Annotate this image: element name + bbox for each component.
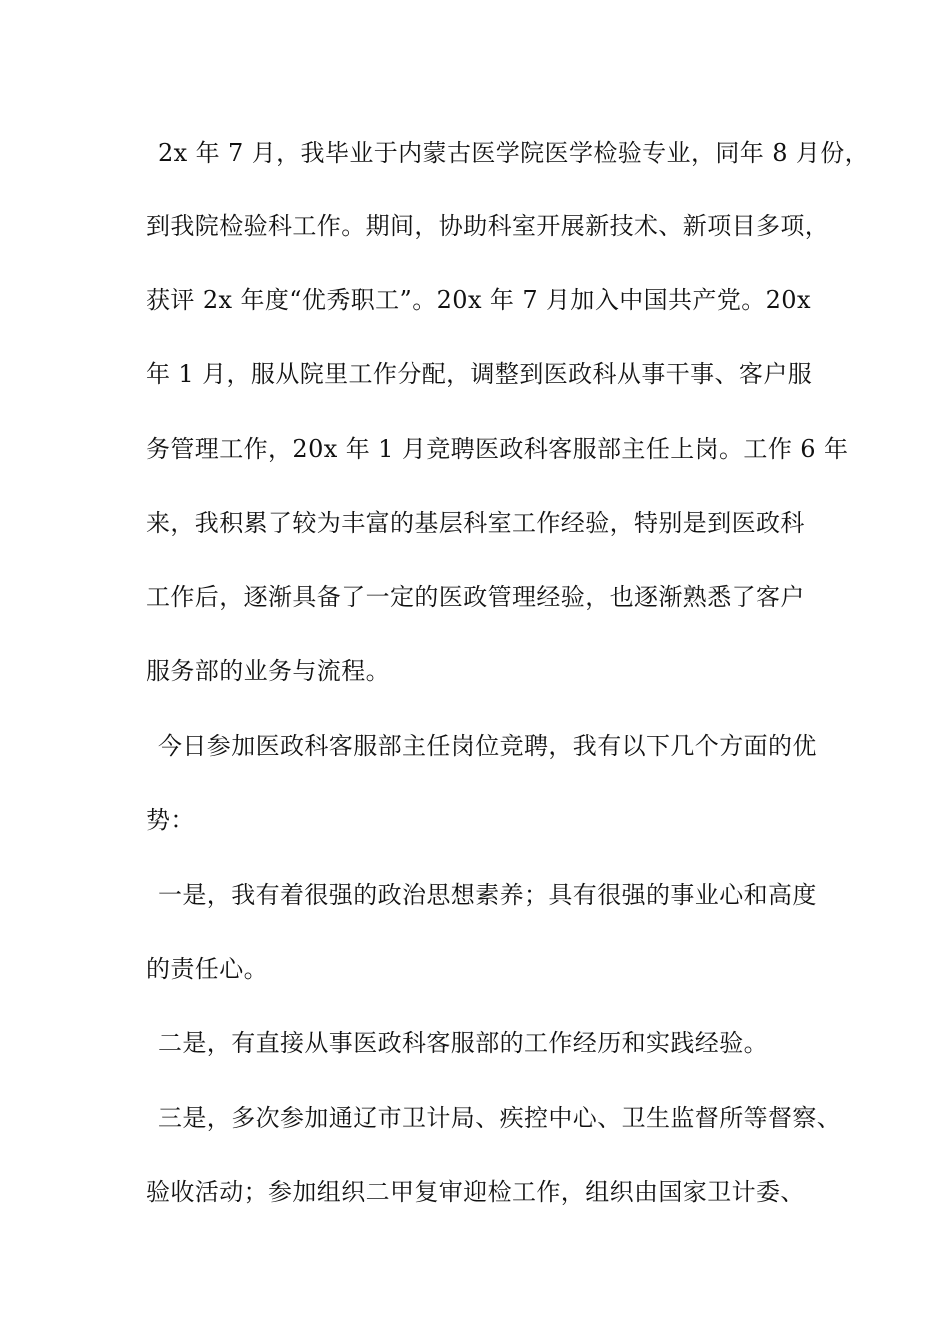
paragraph-line: 今日参加医政科客服部主任岗位竞聘，我有以下几个方面的优 [158,732,817,760]
paragraph-line: 获评 2x 年度“优秀职工”。20x 年 7 月加入中国共产党。20x [146,286,811,314]
paragraph-line: 二是，有直接从事医政科客服部的工作经历和实践经验。 [158,1029,768,1057]
paragraph-line: 三是，多次参加通辽市卫计局、疾控中心、卫生监督所等督察、 [158,1104,842,1132]
paragraph-line: 验收活动；参加组织二甲复审迎检工作，组织由国家卫计委、 [146,1178,805,1206]
paragraph-line: 到我院检验科工作。期间，协助科室开展新技术、新项目多项， [146,212,830,240]
paragraph-line: 的责任心。 [146,955,268,983]
paragraph-line: 2x 年 7 月，我毕业于内蒙古医学院医学检验专业，同年 8 月份， [158,139,870,167]
paragraph-line: 工作后，逐渐具备了一定的医政管理经验，也逐渐熟悉了客户 [146,583,805,611]
paragraph-line: 势： [146,806,195,834]
paragraph-line: 一是，我有着很强的政治思想素养；具有很强的事业心和高度 [158,881,817,909]
paragraph-line: 来，我积累了较为丰富的基层科室工作经验，特别是到医政科 [146,509,805,537]
paragraph-line: 务管理工作，20x 年 1 月竞聘医政科客服部主任上岗。工作 6 年 [146,435,849,463]
paragraph-line: 年 1 月，服从院里工作分配，调整到医政科从事干事、客户服 [146,360,813,388]
paragraph-line: 服务部的业务与流程。 [146,657,390,685]
